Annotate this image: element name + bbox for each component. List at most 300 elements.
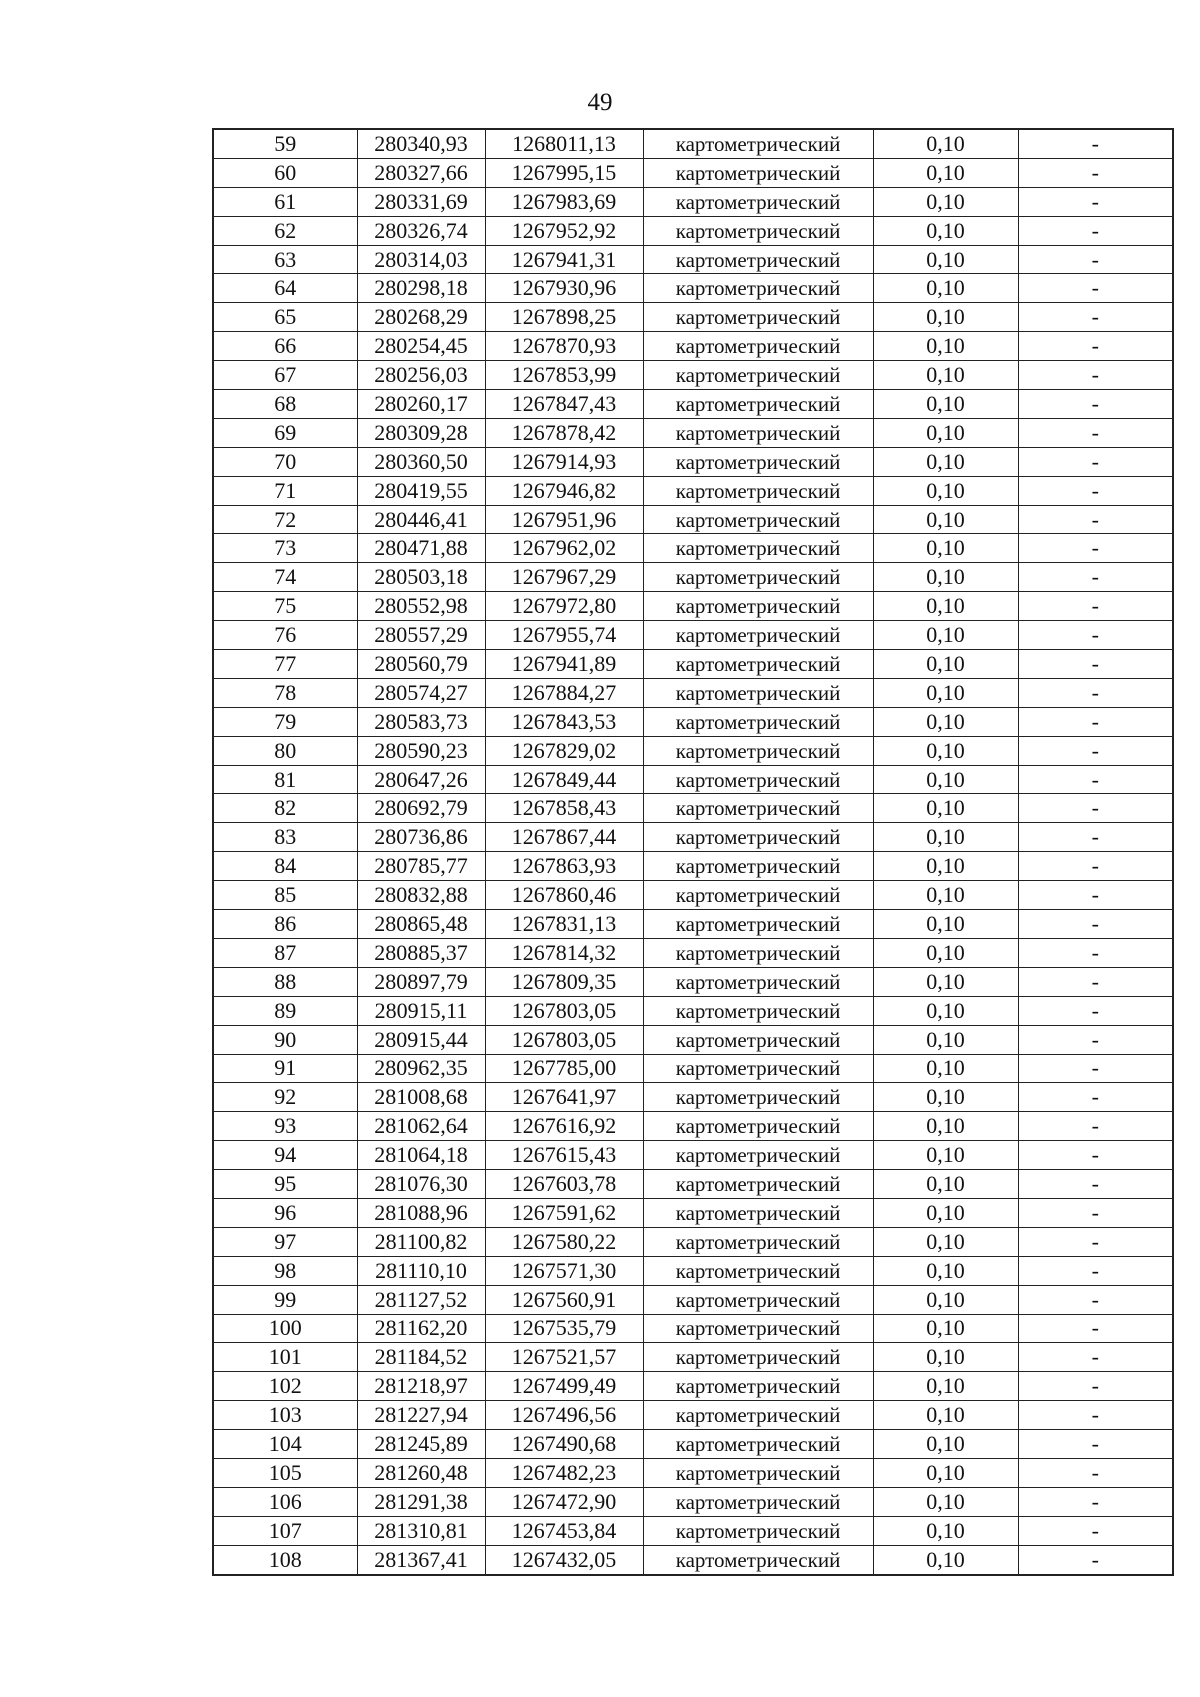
y-coordinate-cell: 1267814,32 xyxy=(485,938,643,967)
table-row xyxy=(213,996,1173,1025)
accuracy-cell: 0,10 xyxy=(873,996,1018,1025)
note-cell: - xyxy=(1018,447,1173,476)
accuracy-cell: 0,10 xyxy=(873,245,1018,274)
point-number-cell: 96 xyxy=(213,1198,357,1227)
x-coordinate-cell: 280832,88 xyxy=(357,881,485,910)
accuracy-cell: 0,10 xyxy=(873,1198,1018,1227)
y-coordinate-cell: 1267972,80 xyxy=(485,592,643,621)
accuracy-cell: 0,10 xyxy=(873,274,1018,303)
point-number-cell: 92 xyxy=(213,1083,357,1112)
x-coordinate-cell: 280331,69 xyxy=(357,187,485,216)
x-coordinate-cell: 281367,41 xyxy=(357,1545,485,1574)
x-coordinate-cell: 281100,82 xyxy=(357,1227,485,1256)
point-number-cell: 78 xyxy=(213,678,357,707)
method-cell: картометрический xyxy=(643,1458,873,1487)
table-row xyxy=(213,361,1173,390)
accuracy-cell: 0,10 xyxy=(873,1083,1018,1112)
accuracy-cell: 0,10 xyxy=(873,1141,1018,1170)
point-number-cell: 61 xyxy=(213,187,357,216)
accuracy-cell: 0,10 xyxy=(873,332,1018,361)
method-cell: картометрический xyxy=(643,1545,873,1574)
note-cell: - xyxy=(1018,245,1173,274)
accuracy-cell: 0,10 xyxy=(873,881,1018,910)
point-number-cell: 81 xyxy=(213,765,357,794)
x-coordinate-cell: 281162,20 xyxy=(357,1314,485,1343)
point-number-cell: 90 xyxy=(213,1025,357,1054)
accuracy-cell: 0,10 xyxy=(873,476,1018,505)
method-cell: картометрический xyxy=(643,216,873,245)
y-coordinate-cell: 1267863,93 xyxy=(485,852,643,881)
x-coordinate-cell: 280326,74 xyxy=(357,216,485,245)
accuracy-cell: 0,10 xyxy=(873,823,1018,852)
x-coordinate-cell: 280915,11 xyxy=(357,996,485,1025)
method-cell: картометрический xyxy=(643,1430,873,1459)
y-coordinate-cell: 1267603,78 xyxy=(485,1170,643,1199)
method-cell: картометрический xyxy=(643,129,873,158)
note-cell: - xyxy=(1018,650,1173,679)
accuracy-cell: 0,10 xyxy=(873,534,1018,563)
x-coordinate-cell: 281291,38 xyxy=(357,1487,485,1516)
accuracy-cell: 0,10 xyxy=(873,938,1018,967)
table-row xyxy=(213,1256,1173,1285)
note-cell: - xyxy=(1018,592,1173,621)
method-cell: картометрический xyxy=(643,274,873,303)
point-number-cell: 98 xyxy=(213,1256,357,1285)
note-cell: - xyxy=(1018,505,1173,534)
x-coordinate-cell: 280785,77 xyxy=(357,852,485,881)
x-coordinate-cell: 280340,93 xyxy=(357,129,485,158)
table-row xyxy=(213,1025,1173,1054)
method-cell: картометрический xyxy=(643,938,873,967)
point-number-cell: 105 xyxy=(213,1458,357,1487)
table-row xyxy=(213,216,1173,245)
accuracy-cell: 0,10 xyxy=(873,852,1018,881)
x-coordinate-cell: 280560,79 xyxy=(357,650,485,679)
note-cell: - xyxy=(1018,1401,1173,1430)
point-number-cell: 104 xyxy=(213,1430,357,1459)
accuracy-cell: 0,10 xyxy=(873,1314,1018,1343)
point-number-cell: 73 xyxy=(213,534,357,563)
point-number-cell: 83 xyxy=(213,823,357,852)
method-cell: картометрический xyxy=(643,1054,873,1083)
point-number-cell: 85 xyxy=(213,881,357,910)
table-row xyxy=(213,1343,1173,1372)
x-coordinate-cell: 280865,48 xyxy=(357,910,485,939)
point-number-cell: 60 xyxy=(213,158,357,187)
method-cell: картометрический xyxy=(643,361,873,390)
table-row xyxy=(213,274,1173,303)
method-cell: картометрический xyxy=(643,390,873,419)
accuracy-cell: 0,10 xyxy=(873,678,1018,707)
method-cell: картометрический xyxy=(643,303,873,332)
table-row xyxy=(213,158,1173,187)
table-row xyxy=(213,1285,1173,1314)
y-coordinate-cell: 1267867,44 xyxy=(485,823,643,852)
method-cell: картометрический xyxy=(643,158,873,187)
y-coordinate-cell: 1267870,93 xyxy=(485,332,643,361)
y-coordinate-cell: 1267995,15 xyxy=(485,158,643,187)
note-cell: - xyxy=(1018,418,1173,447)
table-row xyxy=(213,245,1173,274)
x-coordinate-cell: 280647,26 xyxy=(357,765,485,794)
table-row xyxy=(213,1401,1173,1430)
x-coordinate-cell: 280254,45 xyxy=(357,332,485,361)
y-coordinate-cell: 1267860,46 xyxy=(485,881,643,910)
note-cell: - xyxy=(1018,274,1173,303)
x-coordinate-cell: 280574,27 xyxy=(357,678,485,707)
y-coordinate-cell: 1267967,29 xyxy=(485,563,643,592)
note-cell: - xyxy=(1018,996,1173,1025)
x-coordinate-cell: 280419,55 xyxy=(357,476,485,505)
note-cell: - xyxy=(1018,1430,1173,1459)
y-coordinate-cell: 1267847,43 xyxy=(485,390,643,419)
y-coordinate-cell: 1267853,99 xyxy=(485,361,643,390)
y-coordinate-cell: 1267591,62 xyxy=(485,1198,643,1227)
method-cell: картометрический xyxy=(643,736,873,765)
table-row xyxy=(213,650,1173,679)
x-coordinate-cell: 281076,30 xyxy=(357,1170,485,1199)
point-number-cell: 86 xyxy=(213,910,357,939)
note-cell: - xyxy=(1018,823,1173,852)
x-coordinate-cell: 280309,28 xyxy=(357,418,485,447)
note-cell: - xyxy=(1018,1025,1173,1054)
point-number-cell: 63 xyxy=(213,245,357,274)
y-coordinate-cell: 1267898,25 xyxy=(485,303,643,332)
table-row xyxy=(213,1083,1173,1112)
table-row xyxy=(213,1372,1173,1401)
y-coordinate-cell: 1267952,92 xyxy=(485,216,643,245)
table-row xyxy=(213,563,1173,592)
table-row xyxy=(213,621,1173,650)
x-coordinate-cell: 280552,98 xyxy=(357,592,485,621)
y-coordinate-cell: 1267983,69 xyxy=(485,187,643,216)
x-coordinate-cell: 281064,18 xyxy=(357,1141,485,1170)
accuracy-cell: 0,10 xyxy=(873,794,1018,823)
y-coordinate-cell: 1267831,13 xyxy=(485,910,643,939)
y-coordinate-cell: 1268011,13 xyxy=(485,129,643,158)
table-row xyxy=(213,505,1173,534)
accuracy-cell: 0,10 xyxy=(873,1343,1018,1372)
accuracy-cell: 0,10 xyxy=(873,765,1018,794)
y-coordinate-cell: 1267499,49 xyxy=(485,1372,643,1401)
table-row xyxy=(213,129,1173,158)
note-cell: - xyxy=(1018,1285,1173,1314)
x-coordinate-cell: 281008,68 xyxy=(357,1083,485,1112)
method-cell: картометрический xyxy=(643,621,873,650)
y-coordinate-cell: 1267785,00 xyxy=(485,1054,643,1083)
method-cell: картометрический xyxy=(643,332,873,361)
note-cell: - xyxy=(1018,621,1173,650)
table-row xyxy=(213,1054,1173,1083)
point-number-cell: 69 xyxy=(213,418,357,447)
table-row xyxy=(213,881,1173,910)
y-coordinate-cell: 1267930,96 xyxy=(485,274,643,303)
x-coordinate-cell: 281062,64 xyxy=(357,1112,485,1141)
note-cell: - xyxy=(1018,216,1173,245)
point-number-cell: 102 xyxy=(213,1372,357,1401)
accuracy-cell: 0,10 xyxy=(873,650,1018,679)
accuracy-cell: 0,10 xyxy=(873,1256,1018,1285)
table-row xyxy=(213,476,1173,505)
coordinates-table xyxy=(212,128,1174,1576)
y-coordinate-cell: 1267453,84 xyxy=(485,1516,643,1545)
note-cell: - xyxy=(1018,1227,1173,1256)
accuracy-cell: 0,10 xyxy=(873,1401,1018,1430)
note-cell: - xyxy=(1018,332,1173,361)
accuracy-cell: 0,10 xyxy=(873,1487,1018,1516)
method-cell: картометрический xyxy=(643,1227,873,1256)
point-number-cell: 79 xyxy=(213,707,357,736)
y-coordinate-cell: 1267616,92 xyxy=(485,1112,643,1141)
point-number-cell: 80 xyxy=(213,736,357,765)
method-cell: картометрический xyxy=(643,1372,873,1401)
method-cell: картометрический xyxy=(643,1516,873,1545)
y-coordinate-cell: 1267955,74 xyxy=(485,621,643,650)
accuracy-cell: 0,10 xyxy=(873,621,1018,650)
method-cell: картометрический xyxy=(643,1285,873,1314)
x-coordinate-cell: 281127,52 xyxy=(357,1285,485,1314)
method-cell: картометрический xyxy=(643,1025,873,1054)
table-row xyxy=(213,1545,1173,1574)
note-cell: - xyxy=(1018,361,1173,390)
point-number-cell: 94 xyxy=(213,1141,357,1170)
accuracy-cell: 0,10 xyxy=(873,1227,1018,1256)
table-row xyxy=(213,1487,1173,1516)
y-coordinate-cell: 1267946,82 xyxy=(485,476,643,505)
note-cell: - xyxy=(1018,390,1173,419)
note-cell: - xyxy=(1018,881,1173,910)
note-cell: - xyxy=(1018,1112,1173,1141)
coordinates-table-body xyxy=(213,129,1173,1575)
method-cell: картометрический xyxy=(643,1343,873,1372)
table-row xyxy=(213,794,1173,823)
table-row xyxy=(213,910,1173,939)
table-row xyxy=(213,823,1173,852)
x-coordinate-cell: 280557,29 xyxy=(357,621,485,650)
table-row xyxy=(213,418,1173,447)
point-number-cell: 101 xyxy=(213,1343,357,1372)
point-number-cell: 70 xyxy=(213,447,357,476)
accuracy-cell: 0,10 xyxy=(873,216,1018,245)
table-row xyxy=(213,390,1173,419)
table-row xyxy=(213,938,1173,967)
method-cell: картометрический xyxy=(643,881,873,910)
x-coordinate-cell: 280471,88 xyxy=(357,534,485,563)
point-number-cell: 100 xyxy=(213,1314,357,1343)
y-coordinate-cell: 1267829,02 xyxy=(485,736,643,765)
method-cell: картометрический xyxy=(643,476,873,505)
point-number-cell: 66 xyxy=(213,332,357,361)
table-row xyxy=(213,1516,1173,1545)
point-number-cell: 64 xyxy=(213,274,357,303)
method-cell: картометрический xyxy=(643,765,873,794)
accuracy-cell: 0,10 xyxy=(873,563,1018,592)
point-number-cell: 88 xyxy=(213,967,357,996)
accuracy-cell: 0,10 xyxy=(873,505,1018,534)
x-coordinate-cell: 280503,18 xyxy=(357,563,485,592)
x-coordinate-cell: 281227,94 xyxy=(357,1401,485,1430)
y-coordinate-cell: 1267884,27 xyxy=(485,678,643,707)
accuracy-cell: 0,10 xyxy=(873,129,1018,158)
method-cell: картометрический xyxy=(643,823,873,852)
y-coordinate-cell: 1267941,31 xyxy=(485,245,643,274)
y-coordinate-cell: 1267858,43 xyxy=(485,794,643,823)
y-coordinate-cell: 1267521,57 xyxy=(485,1343,643,1372)
point-number-cell: 74 xyxy=(213,563,357,592)
accuracy-cell: 0,10 xyxy=(873,447,1018,476)
accuracy-cell: 0,10 xyxy=(873,1112,1018,1141)
point-number-cell: 89 xyxy=(213,996,357,1025)
point-number-cell: 103 xyxy=(213,1401,357,1430)
point-number-cell: 76 xyxy=(213,621,357,650)
note-cell: - xyxy=(1018,129,1173,158)
method-cell: картометрический xyxy=(643,187,873,216)
y-coordinate-cell: 1267490,68 xyxy=(485,1430,643,1459)
y-coordinate-cell: 1267962,02 xyxy=(485,534,643,563)
note-cell: - xyxy=(1018,1372,1173,1401)
method-cell: картометрический xyxy=(643,852,873,881)
note-cell: - xyxy=(1018,1545,1173,1574)
method-cell: картометрический xyxy=(643,1487,873,1516)
method-cell: картометрический xyxy=(643,245,873,274)
note-cell: - xyxy=(1018,303,1173,332)
method-cell: картометрический xyxy=(643,1314,873,1343)
table-row xyxy=(213,736,1173,765)
point-number-cell: 65 xyxy=(213,303,357,332)
accuracy-cell: 0,10 xyxy=(873,1372,1018,1401)
method-cell: картометрический xyxy=(643,505,873,534)
table-row xyxy=(213,592,1173,621)
table-row xyxy=(213,1198,1173,1227)
x-coordinate-cell: 280360,50 xyxy=(357,447,485,476)
accuracy-cell: 0,10 xyxy=(873,1516,1018,1545)
accuracy-cell: 0,10 xyxy=(873,158,1018,187)
accuracy-cell: 0,10 xyxy=(873,187,1018,216)
note-cell: - xyxy=(1018,678,1173,707)
table-row xyxy=(213,1170,1173,1199)
method-cell: картометрический xyxy=(643,592,873,621)
method-cell: картометрический xyxy=(643,1401,873,1430)
table-row xyxy=(213,852,1173,881)
method-cell: картометрический xyxy=(643,1170,873,1199)
y-coordinate-cell: 1267641,97 xyxy=(485,1083,643,1112)
x-coordinate-cell: 280590,23 xyxy=(357,736,485,765)
x-coordinate-cell: 280446,41 xyxy=(357,505,485,534)
table-row xyxy=(213,1430,1173,1459)
note-cell: - xyxy=(1018,910,1173,939)
point-number-cell: 77 xyxy=(213,650,357,679)
note-cell: - xyxy=(1018,187,1173,216)
point-number-cell: 107 xyxy=(213,1516,357,1545)
note-cell: - xyxy=(1018,476,1173,505)
table-row xyxy=(213,187,1173,216)
method-cell: картометрический xyxy=(643,534,873,563)
note-cell: - xyxy=(1018,1141,1173,1170)
note-cell: - xyxy=(1018,1343,1173,1372)
y-coordinate-cell: 1267535,79 xyxy=(485,1314,643,1343)
point-number-cell: 91 xyxy=(213,1054,357,1083)
note-cell: - xyxy=(1018,1516,1173,1545)
x-coordinate-cell: 281088,96 xyxy=(357,1198,485,1227)
table-row xyxy=(213,1227,1173,1256)
point-number-cell: 59 xyxy=(213,129,357,158)
x-coordinate-cell: 281218,97 xyxy=(357,1372,485,1401)
point-number-cell: 71 xyxy=(213,476,357,505)
note-cell: - xyxy=(1018,1198,1173,1227)
x-coordinate-cell: 281245,89 xyxy=(357,1430,485,1459)
x-coordinate-cell: 281260,48 xyxy=(357,1458,485,1487)
x-coordinate-cell: 280962,35 xyxy=(357,1054,485,1083)
method-cell: картометрический xyxy=(643,1198,873,1227)
y-coordinate-cell: 1267941,89 xyxy=(485,650,643,679)
method-cell: картометрический xyxy=(643,678,873,707)
method-cell: картометрический xyxy=(643,1256,873,1285)
method-cell: картометрический xyxy=(643,707,873,736)
table-row xyxy=(213,967,1173,996)
x-coordinate-cell: 281184,52 xyxy=(357,1343,485,1372)
accuracy-cell: 0,10 xyxy=(873,303,1018,332)
accuracy-cell: 0,10 xyxy=(873,1458,1018,1487)
note-cell: - xyxy=(1018,736,1173,765)
y-coordinate-cell: 1267951,96 xyxy=(485,505,643,534)
accuracy-cell: 0,10 xyxy=(873,1054,1018,1083)
x-coordinate-cell: 280260,17 xyxy=(357,390,485,419)
table-row xyxy=(213,447,1173,476)
x-coordinate-cell: 281110,10 xyxy=(357,1256,485,1285)
point-number-cell: 95 xyxy=(213,1170,357,1199)
table-row xyxy=(213,534,1173,563)
method-cell: картометрический xyxy=(643,967,873,996)
x-coordinate-cell: 280268,29 xyxy=(357,303,485,332)
accuracy-cell: 0,10 xyxy=(873,390,1018,419)
y-coordinate-cell: 1267878,42 xyxy=(485,418,643,447)
x-coordinate-cell: 280314,03 xyxy=(357,245,485,274)
table-row xyxy=(213,332,1173,361)
accuracy-cell: 0,10 xyxy=(873,418,1018,447)
y-coordinate-cell: 1267432,05 xyxy=(485,1545,643,1574)
y-coordinate-cell: 1267615,43 xyxy=(485,1141,643,1170)
note-cell: - xyxy=(1018,765,1173,794)
point-number-cell: 84 xyxy=(213,852,357,881)
method-cell: картометрический xyxy=(643,1112,873,1141)
accuracy-cell: 0,10 xyxy=(873,1170,1018,1199)
note-cell: - xyxy=(1018,534,1173,563)
y-coordinate-cell: 1267580,22 xyxy=(485,1227,643,1256)
note-cell: - xyxy=(1018,1487,1173,1516)
note-cell: - xyxy=(1018,967,1173,996)
y-coordinate-cell: 1267496,56 xyxy=(485,1401,643,1430)
accuracy-cell: 0,10 xyxy=(873,910,1018,939)
x-coordinate-cell: 280256,03 xyxy=(357,361,485,390)
method-cell: картометрический xyxy=(643,1083,873,1112)
y-coordinate-cell: 1267849,44 xyxy=(485,765,643,794)
y-coordinate-cell: 1267809,35 xyxy=(485,967,643,996)
point-number-cell: 67 xyxy=(213,361,357,390)
table-row xyxy=(213,1141,1173,1170)
method-cell: картометрический xyxy=(643,996,873,1025)
y-coordinate-cell: 1267560,91 xyxy=(485,1285,643,1314)
point-number-cell: 68 xyxy=(213,390,357,419)
point-number-cell: 93 xyxy=(213,1112,357,1141)
x-coordinate-cell: 280298,18 xyxy=(357,274,485,303)
accuracy-cell: 0,10 xyxy=(873,1025,1018,1054)
note-cell: - xyxy=(1018,1256,1173,1285)
method-cell: картометрический xyxy=(643,563,873,592)
x-coordinate-cell: 280583,73 xyxy=(357,707,485,736)
method-cell: картометрический xyxy=(643,650,873,679)
table-row xyxy=(213,1112,1173,1141)
table-row xyxy=(213,1314,1173,1343)
